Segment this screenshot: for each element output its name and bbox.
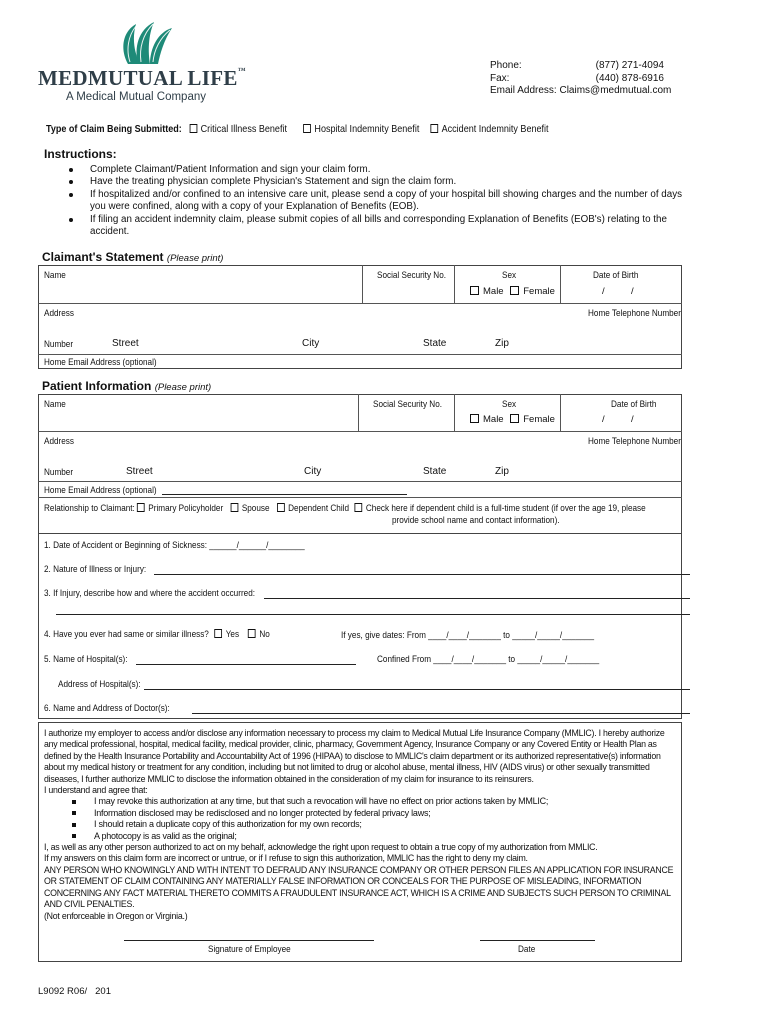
authorization-bullet: I may revoke this authorization at any time, but that such a revocation will have no effect on prior actions taken by MMLIC;: [44, 796, 678, 807]
claimant-email-field[interactable]: Home Email Address (optional): [44, 357, 157, 368]
patient-title-text: Patient Information: [42, 379, 152, 393]
date-line[interactable]: [480, 940, 595, 941]
patient-dob-separators: / /: [602, 414, 634, 425]
patient-email-field[interactable]: Home Email Address (optional): [44, 485, 157, 496]
student-note-line2: provide school name and contact information).: [392, 515, 560, 526]
relationship-label: Relationship to Claimant:: [44, 503, 135, 514]
q2-nature-label: 2. Nature of Illness or Injury:: [44, 564, 147, 575]
accident-indemnity-checkbox[interactable]: [430, 124, 438, 133]
q3-injury-input-line2[interactable]: [56, 614, 690, 615]
company-logo: [38, 18, 246, 108]
fraud-warning: ANY PERSON WHO KNOWINGLY AND WITH INTENT TO DEFRAUD ANY INSURANCE COMPANY OR OTHER PERSON FILES AN APPLICATION FOR INSURANCE OR STATEMENT OF CLAIM CONTAINING ANY MATERIALLY FALSE INFORMATION OR CONCEALS FOR THE PURPOSE OF MISLEADING, INFORMATION CONCERNING ANY FACT MATERIAL THERETO COMMITS A FRAUDULENT INSURANCE ACT, WHICH IS A CRIME AND SUBJECTS SUCH PERSON TO CRIMINAL AND CIVIL PENALTIES.: [44, 864, 674, 910]
full-time-student-checkbox[interactable]: [355, 503, 363, 512]
q4-yes-label: Yes: [225, 629, 240, 640]
claimant-name-field[interactable]: Name: [44, 270, 66, 281]
claimant-dob-separators: / /: [602, 286, 634, 297]
authorization-bullet: Information disclosed may be redisclosed and no longer protected by federal privacy laws;: [44, 808, 678, 819]
claimant-zip-label: Zip: [495, 338, 509, 349]
patient-home-phone-field[interactable]: Home Telephone Number: [588, 436, 681, 447]
claimant-note: (Please print): [166, 253, 224, 264]
hospital-indemnity-label: Hospital Indemnity Benefit: [314, 123, 420, 135]
leaf-logo-icon: [116, 18, 176, 70]
questions-box: [38, 534, 682, 719]
copy-right-text: I, as well as any other person authorized to act on my behalf, acknowledge the right upon request to obtain a true copy of my authorization from MMLIC.: [44, 842, 598, 853]
patient-address-field[interactable]: Address: [44, 436, 74, 447]
authorization-bullet: I should retain a duplicate copy of this authorization for my own records;: [44, 819, 678, 830]
signature-line[interactable]: [124, 940, 374, 941]
claimant-state-label: State: [423, 338, 447, 349]
fax-label: Fax:: [490, 72, 510, 84]
primary-policyholder-label: Primary Policyholder: [148, 503, 224, 514]
spouse-label: Spouse: [241, 503, 270, 514]
patient-female-label: Female: [523, 414, 555, 425]
form-code-year: 201: [95, 986, 111, 997]
fax-number: (440) 878-6916: [595, 72, 664, 84]
logo-tagline: A Medical Mutual Company: [66, 91, 206, 103]
q4-no-checkbox[interactable]: [248, 629, 256, 638]
logo-trademark: ™: [237, 66, 246, 75]
patient-sex-label: Sex: [502, 399, 517, 410]
instructions-list: [44, 164, 684, 238]
patient-number-label: Number: [44, 467, 74, 478]
patient-street-label: Street: [126, 466, 153, 477]
claimant-female-label: Female: [523, 286, 555, 297]
claimant-male-checkbox[interactable]: [470, 286, 479, 295]
claimant-city-label: City: [302, 338, 320, 349]
not-enforceable-note: (Not enforceable in Oregon or Virginia.): [44, 910, 188, 921]
understand-agree: I understand and agree that:: [44, 785, 148, 796]
q5-address-input[interactable]: [144, 689, 690, 690]
claim-type-row: [46, 123, 630, 135]
claimant-sex-label: Sex: [502, 270, 517, 281]
q4-label: 4. Have you ever had same or similar illness?: [44, 629, 209, 640]
claimant-section-title: [42, 250, 223, 264]
hospital-indemnity-checkbox[interactable]: [303, 124, 311, 133]
q4-dates-field[interactable]: If yes, give dates: From ____/____/_______ to _____/_____/_______: [341, 630, 595, 641]
spouse-checkbox[interactable]: [231, 503, 239, 512]
q4-no-label: No: [259, 629, 270, 640]
instruction-item: Complete Claimant/Patient Information and sign your claim form.: [44, 164, 684, 176]
instructions-title: Instructions:: [44, 147, 117, 161]
patient-female-checkbox[interactable]: [510, 414, 519, 423]
email-label: Email Address:: [490, 85, 557, 96]
q6-doctor-label: 6. Name and Address of Doctor(s):: [44, 703, 170, 714]
patient-dob-field[interactable]: Date of Birth: [611, 399, 657, 410]
patient-city-label: City: [304, 466, 322, 477]
patient-name-field[interactable]: Name: [44, 399, 66, 410]
patient-section-title: [42, 379, 211, 393]
patient-zip-label: Zip: [495, 466, 509, 477]
authorization-text: [44, 728, 678, 922]
q3-injury-input[interactable]: [264, 598, 690, 599]
instruction-item: If hospitalized and/or confined to an intensive care unit, please send a copy of your hospital bill showing charges and the number of days you were confined, along with a copy of your Explanation of Benefits (EOB).: [44, 189, 684, 214]
authorization-paragraph: I authorize my employer to access and/or disclose any information necessary to process my claim to Medical Mutual Life Insurance Company (MMLIC). I hereby authorize any medical professional, hospital, medical facility, medical provider, clinic, pharmacy, Government Agency, Insurance Company or any Covered Entity or Health Plan as defined by the Health Insurance Portability and Accountability Act of 1996 (HIPAA) to disclose to MMLIC's claim department or its authorized representative(s) information about my medical history or treatment for any condition, including but not limited to drug or alcohol abuse, mental illness, HIV (AIDS virus) or other sexually transmitted diseases, I further authorize MMLIC to disclose the information obtained in the consideration of my claim for insurance to its reinsurers.: [44, 728, 665, 784]
accident-indemnity-label: Accident Indemnity Benefit: [441, 123, 549, 135]
claimant-male-label: Male: [483, 286, 504, 297]
claimant-ssn-field[interactable]: Social Security No.: [377, 270, 447, 281]
q3-injury-label: 3. If Injury, describe how and where the accident occurred:: [44, 588, 256, 599]
signature-label: Signature of Employee: [208, 944, 291, 955]
logo-name: MEDMUTUAL LIFE: [38, 66, 238, 90]
patient-email-line: [162, 494, 407, 495]
deny-claim-text: If my answers on this claim form are incorrect or untrue, or if I refuse to sign this authorization, MMLIC has the right to deny my claim.: [44, 853, 528, 864]
claimant-female-checkbox[interactable]: [510, 286, 519, 295]
q5-hospital-input[interactable]: [136, 664, 356, 665]
primary-policyholder-checkbox[interactable]: [137, 503, 145, 512]
claimant-dob-field[interactable]: Date of Birth: [593, 270, 639, 281]
patient-note: (Please print): [154, 382, 212, 393]
form-code: [38, 986, 111, 997]
instruction-item: Have the treating physician complete Physician's Statement and sign the claim form.: [44, 176, 684, 188]
phone-label: Phone:: [490, 60, 522, 71]
dependent-child-checkbox[interactable]: [277, 503, 285, 512]
claim-type-label: Type of Claim Being Submitted:: [46, 123, 182, 135]
claimant-title-text: Claimant's Statement: [42, 250, 164, 264]
email-address: Claims@medmutual.com: [559, 85, 672, 96]
claimant-street-label: Street: [112, 338, 139, 349]
patient-ssn-field[interactable]: Social Security No.: [373, 399, 443, 410]
patient-male-checkbox[interactable]: [470, 414, 479, 423]
dependent-child-label: Dependent Child: [288, 503, 350, 514]
instruction-item: If filing an accident indemnity claim, please submit copies of all bills and corresponding Explanation of Benefits (EOB's) relating to the accident.: [44, 214, 684, 239]
critical-illness-label: Critical Illness Benefit: [200, 123, 287, 135]
phone-number: (877) 271-4094: [595, 60, 664, 71]
q4-row: [44, 629, 307, 640]
authorization-bullet: A photocopy is as valid as the original;: [44, 831, 678, 842]
claimant-number-label: Number: [44, 339, 74, 350]
q2-nature-input[interactable]: [154, 574, 690, 575]
q5-confined-field[interactable]: Confined From ____/____/_______ to _____/_____/_______: [377, 654, 600, 665]
claimant-address-field[interactable]: Address: [44, 308, 74, 319]
contact-block: [490, 60, 680, 98]
q4-yes-checkbox[interactable]: [215, 629, 223, 638]
date-label: Date: [518, 944, 536, 955]
patient-state-label: State: [423, 466, 447, 477]
student-note-line1: Check here if dependent child is a full-time student (if over the age 19, please: [365, 503, 646, 514]
relationship-row: [44, 503, 744, 514]
claimant-home-phone-field[interactable]: Home Telephone Number: [588, 308, 681, 319]
q5-address-label: Address of Hospital(s):: [58, 679, 141, 690]
critical-illness-checkbox[interactable]: [189, 124, 197, 133]
q6-doctor-input[interactable]: [192, 713, 690, 714]
q1-accident-date[interactable]: 1. Date of Accident or Beginning of Sickness: ______/______/________: [44, 540, 305, 551]
patient-male-label: Male: [483, 414, 504, 425]
q5-hospital-label: 5. Name of Hospital(s):: [44, 654, 128, 665]
form-code-text: L9092 R06/: [38, 986, 88, 997]
